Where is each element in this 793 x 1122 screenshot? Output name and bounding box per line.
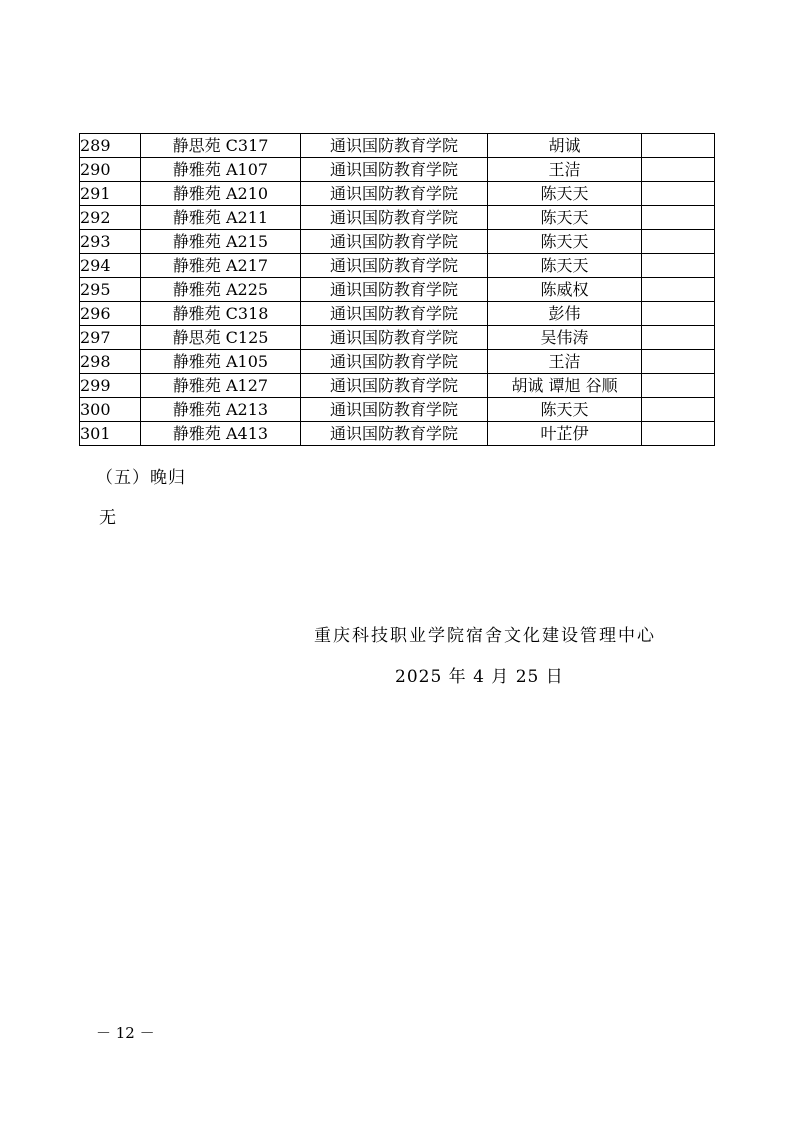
room-cell: 静雅苑 A211 [141,206,301,230]
responsible-person-cell: 陈威权 [488,278,642,302]
room-cell: 静雅苑 C318 [141,302,301,326]
note-cell [642,398,715,422]
college-cell: 通识国防教育学院 [301,326,488,350]
note-cell [642,302,715,326]
college-cell: 通识国防教育学院 [301,302,488,326]
room-cell: 静雅苑 A213 [141,398,301,422]
college-cell: 通识国防教育学院 [301,398,488,422]
section-heading: （五）晚归 [96,468,186,488]
responsible-person-cell: 陈天天 [488,206,642,230]
college-cell: 通识国防教育学院 [301,350,488,374]
table-row [80,326,715,350]
responsible-person-cell: 胡诚 [488,134,642,158]
responsible-person-cell: 王洁 [488,350,642,374]
room-cell: 静雅苑 A217 [141,254,301,278]
table-row [80,230,715,254]
note-cell [642,350,715,374]
responsible-person-cell: 王洁 [488,158,642,182]
row-number: 293 [80,230,141,254]
responsible-person-cell: 吴伟涛 [488,326,642,350]
college-cell: 通识国防教育学院 [301,182,488,206]
row-number: 290 [80,158,141,182]
row-number: 300 [80,398,141,422]
page-number: － 12 － [96,1024,155,1042]
responsible-person-cell: 胡诚 谭旭 谷顺 [488,374,642,398]
table-row [80,302,715,326]
table-row [80,158,715,182]
row-number: 291 [80,182,141,206]
note-cell [642,278,715,302]
responsible-person-cell: 陈天天 [488,230,642,254]
note-cell [642,254,715,278]
note-cell [642,134,715,158]
note-cell [642,182,715,206]
responsible-person-cell: 陈天天 [488,398,642,422]
note-cell [642,158,715,182]
room-cell: 静雅苑 A413 [141,422,301,446]
row-number: 294 [80,254,141,278]
room-cell: 静雅苑 A127 [141,374,301,398]
college-cell: 通识国防教育学院 [301,158,488,182]
row-number: 292 [80,206,141,230]
row-number: 296 [80,302,141,326]
college-cell: 通识国防教育学院 [301,254,488,278]
room-cell: 静雅苑 A107 [141,158,301,182]
dormitory-table [79,133,715,446]
row-number: 301 [80,422,141,446]
responsible-person-cell: 陈天天 [488,182,642,206]
note-cell [642,374,715,398]
section-body: 无 [99,508,116,528]
responsible-person-cell: 陈天天 [488,254,642,278]
room-cell: 静雅苑 A215 [141,230,301,254]
table-row [80,134,715,158]
room-cell: 静雅苑 A210 [141,182,301,206]
row-number: 298 [80,350,141,374]
room-cell: 静思苑 C317 [141,134,301,158]
college-cell: 通识国防教育学院 [301,206,488,230]
row-number: 289 [80,134,141,158]
table-row [80,350,715,374]
room-cell: 静雅苑 A105 [141,350,301,374]
table-row [80,182,715,206]
table-row [80,422,715,446]
responsible-person-cell: 叶芷伊 [488,422,642,446]
college-cell: 通识国防教育学院 [301,422,488,446]
row-number: 297 [80,326,141,350]
table-row [80,278,715,302]
room-cell: 静雅苑 A225 [141,278,301,302]
college-cell: 通识国防教育学院 [301,278,488,302]
row-number: 299 [80,374,141,398]
college-cell: 通识国防教育学院 [301,230,488,254]
note-cell [642,206,715,230]
note-cell [642,422,715,446]
table-row [80,206,715,230]
table-row [80,398,715,422]
row-number: 295 [80,278,141,302]
college-cell: 通识国防教育学院 [301,134,488,158]
note-cell [642,230,715,254]
signature-date: 2025 年 4 月 25 日 [395,667,564,687]
note-cell [642,326,715,350]
table-row [80,254,715,278]
table-row [80,374,715,398]
responsible-person-cell: 彭伟 [488,302,642,326]
dormitory-table-body [80,134,715,446]
room-cell: 静思苑 C125 [141,326,301,350]
signature-organization: 重庆科技职业学院宿舍文化建设管理中心 [314,626,656,646]
college-cell: 通识国防教育学院 [301,374,488,398]
